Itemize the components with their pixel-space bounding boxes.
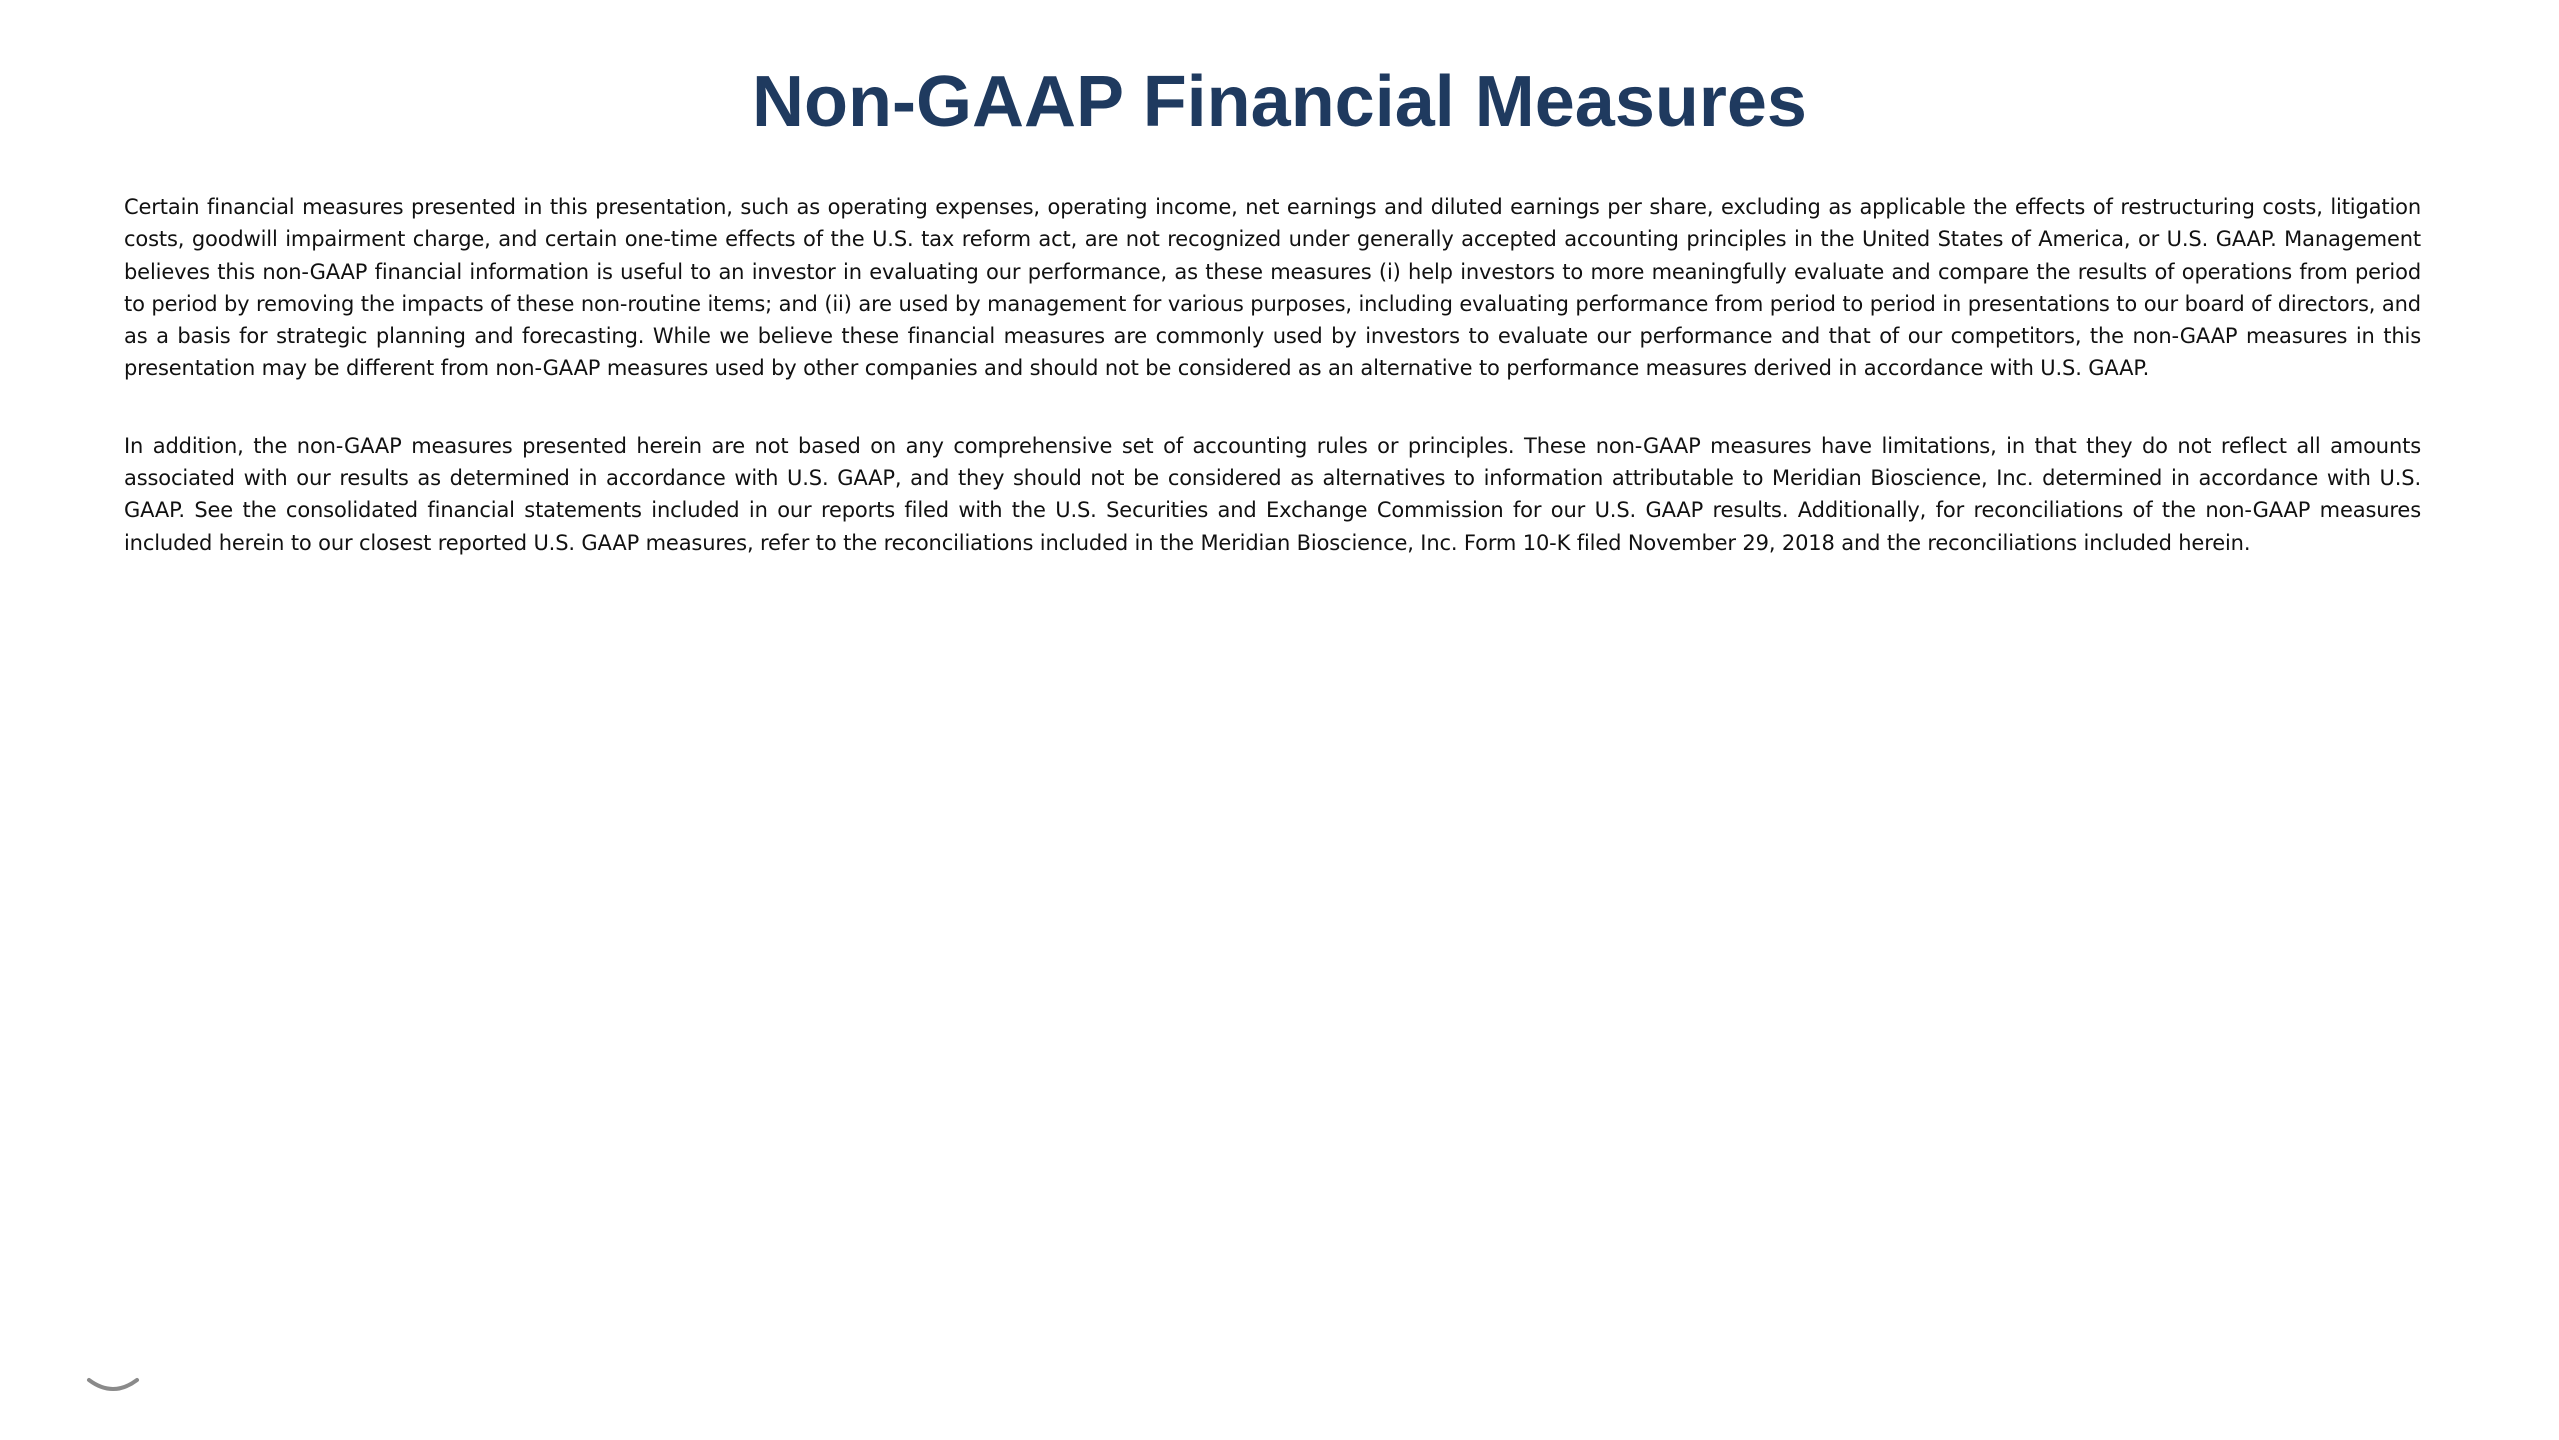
- paragraph-non-gaap-limitations: In addition, the non-GAAP measures presented herein are not based on any comprehensive set of accounting rules or principles. These non-GAAP measures have limitations, in that they do not reflect all amounts associated with our results as determined in accordance with U.S. GAAP, and they should not be considered as alternatives to information attributable to Meridian Bioscience, Inc. determined in accordance with U.S. GAAP. See the consolidated financial statements included in our reports filed with the U.S. Securities and Exchange Commission for our U.S. GAAP results. Additionally, for reconciliations of the non-GAAP measures included herein to our closest reported U.S. GAAP measures, refer to the reconciliations included in the Meridian Bioscience, Inc. Form 10-K filed November 29, 2018 and the reconciliations included herein.: [124, 433, 2421, 555]
- page-title: Non-GAAP Financial Measures: [752, 62, 1807, 142]
- slide-body: [124, 191, 2421, 559]
- curved-arc-logo-icon: [86, 1372, 140, 1398]
- paragraph-non-gaap-definition: Certain financial measures presented in this presentation, such as operating expenses, operating income, net earnings and diluted earnings per share, excluding as applicable the effects of restructuring costs, litigation costs, goodwill impairment charge, and certain one-time effects of the U.S. tax reform act, are not recognized under generally accepted accounting principles in the United States of America, or U.S. GAAP. Management believes this non-GAAP financial information is useful to an investor in evaluating our performance, as these measures (i) help investors to more meaningfully evaluate and compare the results of operations from period to period by removing the impacts of these non-routine items; and (ii) are used by management for various purposes, including evaluating performance from period to period in presentations to our board of directors, and as a basis for strategic planning and forecasting. While we believe these financial measures are commonly used by investors to evaluate our performance and that of our competitors, the non-GAAP measures in this presentation may be different from non-GAAP measures used by other companies and should not be considered as an alternative to performance measures derived in accordance with U.S. GAAP.: [124, 195, 2421, 381]
